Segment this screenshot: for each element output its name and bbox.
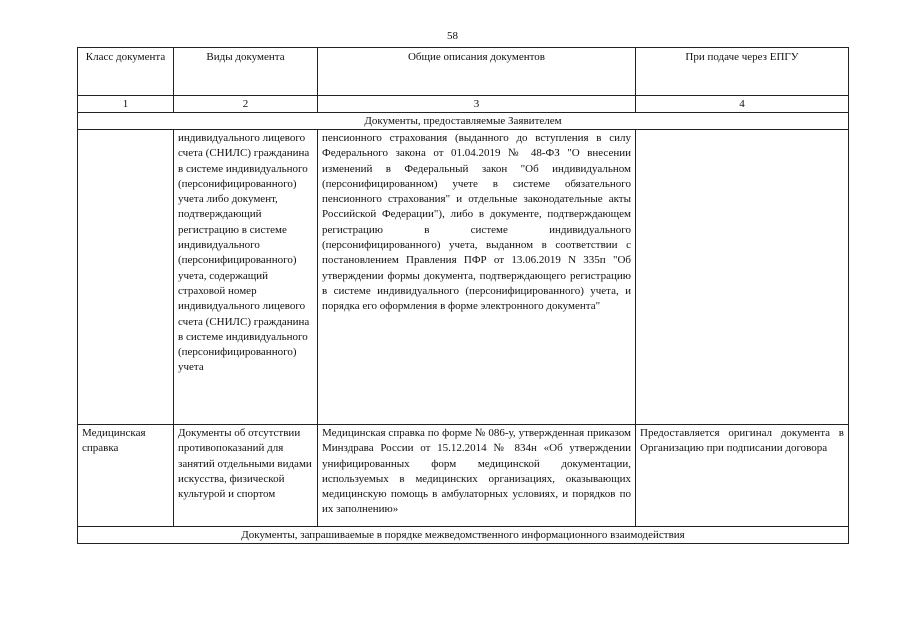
section-row-interagency <box>78 527 849 544</box>
page-number: 58 <box>447 30 458 42</box>
section-title-interagency: Документы, запрашиваемые в порядке межведомственного информационного взаимодействия <box>78 527 849 544</box>
header-document-class: Класс документа <box>78 48 174 96</box>
cell-document-kind: Документы об отсутствии противопоказаний для занятий отдельными видами искусства, физической культурой и спортом <box>174 425 318 527</box>
table-row <box>78 425 849 527</box>
cell-document-kind: индивидуального лицевого счета (СНИЛС) гражданина в системе индивидуального (персонифицированного) учета либо документ, подтверждающий регистрацию в системе индивидуального (персонифицированного) учета, содержащий страховой номер индивидуального лицевого счета (СНИЛС) гражданина в системе индивидуального (персонифицированного) учета <box>174 130 318 425</box>
header-epgu-submission: При подаче через ЕПГУ <box>636 48 849 96</box>
column-number: 2 <box>174 96 318 113</box>
cell-document-class <box>78 130 174 425</box>
section-row-applicant <box>78 113 849 130</box>
cell-epgu-submission: Предоставляется оригинал документа в Организацию при подписании договора <box>636 425 849 527</box>
column-number: 1 <box>78 96 174 113</box>
column-numbers-row <box>78 96 849 113</box>
section-title-applicant: Документы, предоставляемые Заявителем <box>78 113 849 130</box>
documents-table <box>77 47 849 544</box>
header-document-kind: Виды документа <box>174 48 318 96</box>
column-number: 3 <box>318 96 636 113</box>
cell-document-description: пенсионного страхования (выданного до вступления в силу Федерального закона от 01.04.2019 № 48-ФЗ "О внесении изменений в Федеральный закон "Об индивидуальном (персонифицированном) учете в системе обязательного пенсионного страхования" и отдельные законодательные акты Российской Федерации"), либо в документе, подтверждающем регистрацию в системе индивидуального (персонифицированного) учета, выданном в соответствии с постановлением Правления ПФР от 13.06.2019 N 335п "Об утверждении формы документа, подтверждающего регистрацию в системе индивидуального (персонифицированного) учета, и порядка его оформления в форме электронного документа" <box>318 130 636 425</box>
cell-document-class: Медицинская справка <box>78 425 174 527</box>
header-document-description: Общие описания документов <box>318 48 636 96</box>
cell-document-description: Медицинская справка по форме № 086-у, утвержденная приказом Минздрава России от 15.12.2014 № 834н «Об утверждении унифицированных форм медицинской документации, используемых в медицинских организациях, оказывающих медицинскую помощь в амбулаторных условиях, и порядков по их заполнению» <box>318 425 636 527</box>
table-row <box>78 130 849 425</box>
table-header-row <box>78 48 849 96</box>
column-number: 4 <box>636 96 849 113</box>
cell-epgu-submission <box>636 130 849 425</box>
